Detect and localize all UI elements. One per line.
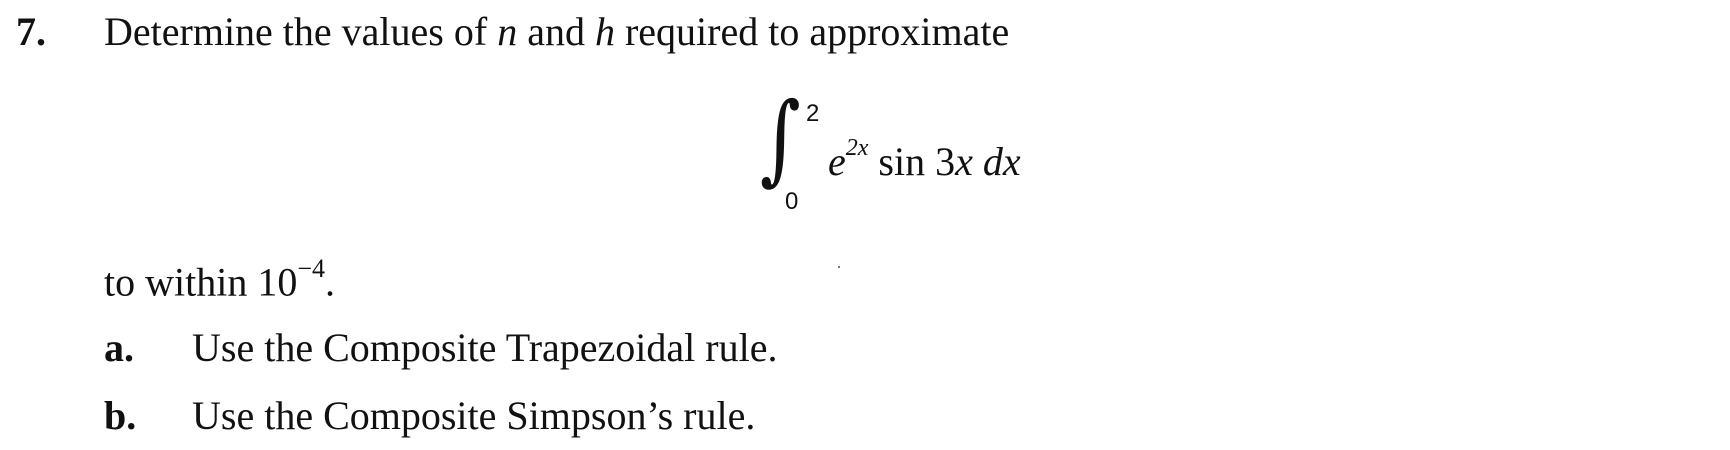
problem-number: 7. [16,9,46,54]
part-b-label: b. [104,393,137,438]
part-a-label: a. [104,325,134,370]
integrand-variable: x [955,139,973,184]
integral-lower-limit: 0 [785,188,799,215]
stem-text: Determine the values of [104,9,498,54]
part-b [104,392,755,439]
stem-end: required to approximate [614,9,1010,54]
integrand-exponent: 2x [845,134,869,161]
stem-and: and [517,9,595,54]
part-a [104,324,777,371]
problem-statement [104,8,1009,55]
integrand-function: sin 3 [868,139,956,184]
integrand-base: e [828,139,846,184]
scan-speck [838,266,840,268]
variable-h: h [594,9,615,54]
tolerance-base: 10 [257,259,298,305]
part-a-text: Use the Composite Trapezoidal rule. [192,325,778,370]
integral-differential: dx [982,139,1021,184]
integral-sign: ∫ [760,82,801,196]
variable-n: n [497,9,518,54]
tolerance-exponent: −4 [297,254,326,283]
tolerance-statement [104,254,336,305]
tolerance-suffix: . [325,259,336,305]
integrand [828,134,1021,185]
tolerance-prefix: to within [104,259,258,305]
integral-expression [760,82,1180,226]
part-b-text: Use the Composite Simpson’s rule. [192,393,756,438]
integral-upper-limit: 2 [806,100,820,127]
